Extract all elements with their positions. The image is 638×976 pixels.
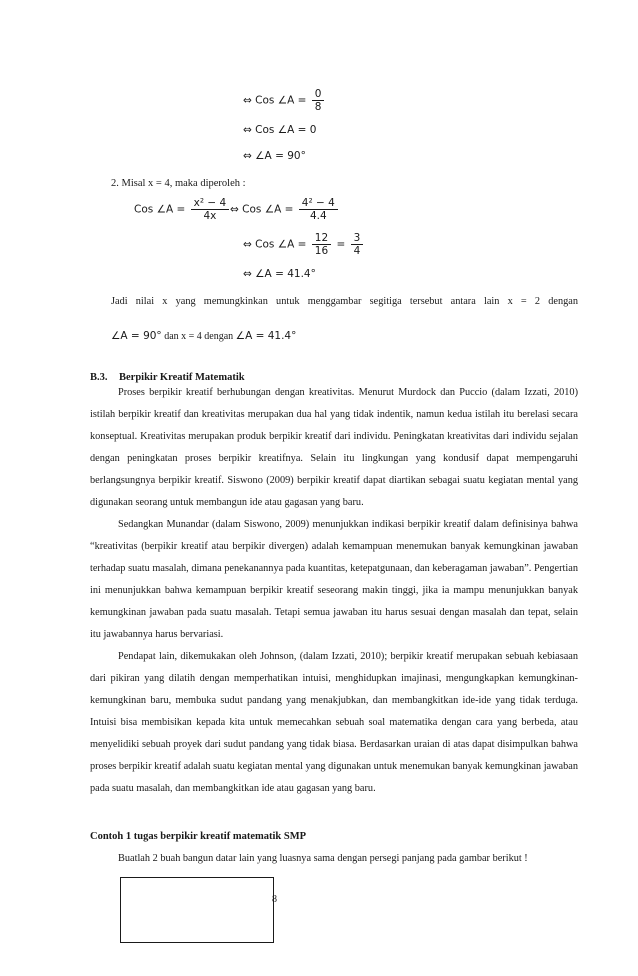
paragraph: Proses berpikir kreatif berhubungan dengan kreativitas. Menurut Murdock dan Puccio (dalam Izzati, 2010) istilah berpikir kreatif dan kreativitas merupakan dua hal yang tidak indentik, namun kedua istilah itu berelasi secara konseptual. Kreativitas merupakan produk berpikir kreatif dari individu. Peningkatan kreativitas dari individu sejalan dengan peningkatan proses berpikir kreatifnya. Selain itu lingkungan yang kondusif dapat mempengaruhi berlangsungnya berpikir kreatif. Siswono (2009) berpikir kreatif dapat diartikan sebagai suatu kegiatan mental yang digunakan seorang untuk membangun ide atau gagasan yang baru. — [90, 387, 578, 508]
fraction-denominator: 4.4 — [309, 210, 327, 223]
fraction — [299, 197, 338, 222]
derivation1-line3: ⇔ ∠A = 90° — [243, 150, 306, 162]
item-2-step1 — [230, 197, 340, 222]
item-2-label: 2. Misal x = 4, maka diperoleh : — [111, 178, 246, 189]
fraction — [191, 197, 230, 222]
derivation1-line1 — [243, 88, 326, 113]
fraction — [312, 88, 325, 113]
paragraph: Pendapat lain, dikemukakan oleh Johnson, (dalam Izzati, 2010); berpikir kreatif merupakan sebuah kebiasaan dari pikiran yang dilatih dengan memperhatikan intuisi, menghidupkan imajinasi, mengungkapkan kemungkinan-kemungkinan baru, membuka sudut pandang yang menakjubkan, dan membangkitkan ide-ide yang tidak terduga. Intuisi bisa membisikan kepada kita untuk memecahkan sebuah soal matematika dengan cara yang berbeda, atau menyelidiki sebuah proyek dari sudut pandang yang tidak biasa. Berdasarkan uraian di atas dapat disimpulkan bahwa proses berpikir kreatif adalah suatu kegiatan mental yang digunakan untuk menemukan banyak kemungkinan jawaban pada suatu masalah, dan membangkitkan ide atau gagasan yang baru. — [90, 651, 578, 794]
conclusion-line2 — [111, 326, 296, 344]
fraction-numerator: 12 — [312, 232, 331, 245]
page-number: 8 — [272, 894, 277, 905]
derivation1-line2: ⇔ Cos ∠A = 0 — [243, 124, 317, 136]
item-2-formula — [134, 197, 231, 222]
fraction-numerator: 0 — [312, 88, 325, 101]
angle-value: ∠A = 41.4° — [235, 330, 297, 342]
equation-prefix: ⇔ Cos ∠A = — [243, 94, 310, 107]
example-title: Contoh 1 tugas berpikir kreatif matematik SMP — [90, 831, 307, 842]
fraction-numerator: 3 — [351, 232, 364, 245]
item-2-step2 — [243, 232, 365, 257]
fraction-denominator: 16 — [314, 245, 329, 258]
fraction-denominator: 4 — [353, 245, 361, 258]
equals-sign: = — [333, 238, 349, 251]
fraction-numerator: 4² − 4 — [299, 197, 338, 210]
equation-prefix: ⇔ Cos ∠A = — [230, 203, 297, 216]
item-2-step3: ⇔ ∠A = 41.4° — [243, 268, 316, 280]
section-number: B.3. — [90, 372, 108, 383]
example-instruction: Buatlah 2 buah bangun datar lain yang luasnya sama dengan persegi panjang pada gambar berikut ! — [118, 853, 528, 864]
section-title: Berpikir Kreatif Matematik — [119, 372, 245, 383]
fraction — [351, 232, 364, 257]
fraction-denominator: 4x — [203, 210, 217, 223]
body-text — [90, 382, 578, 800]
angle-value: ∠A = 90° — [111, 330, 162, 342]
equation-prefix: ⇔ Cos ∠A = — [243, 238, 310, 251]
equation-prefix: Cos ∠A = — [134, 203, 189, 216]
conclusion-line1: Jadi nilai x yang memungkinkan untuk menggambar segitiga tersebut antara lain x = 2 dengan — [111, 296, 578, 307]
fraction-denominator: 8 — [314, 101, 322, 114]
conclusion-middle-text: dan x = 4 dengan — [161, 331, 236, 342]
paragraph: Sedangkan Munandar (dalam Siswono, 2009) menunjukkan indikasi berpikir kreatif dalam definisinya bahwa “kreativitas (berpikir kreatif atau berpikir divergen) adalah kemampuan menemukan banyak kemungkinan jawaban terhadap suatu masalah, dimana penekanannya pada kuantitas, ketepatgunaan, dan keberagaman jawaban”. Pengertian ini menunjukkan bahwa kemampuan berpikir kreatif seseorang makin tinggi, jika ia mampu menunjukkan banyak kemungkinan jawaban pada suatu masalah. Tetapi semua jawaban itu harus sesuai dengan masalah dan tepat, selain itu jawabannya harus bervariasi. — [90, 519, 578, 640]
fraction-numerator: x² − 4 — [191, 197, 230, 210]
rectangle-figure — [120, 877, 274, 943]
fraction — [312, 232, 331, 257]
